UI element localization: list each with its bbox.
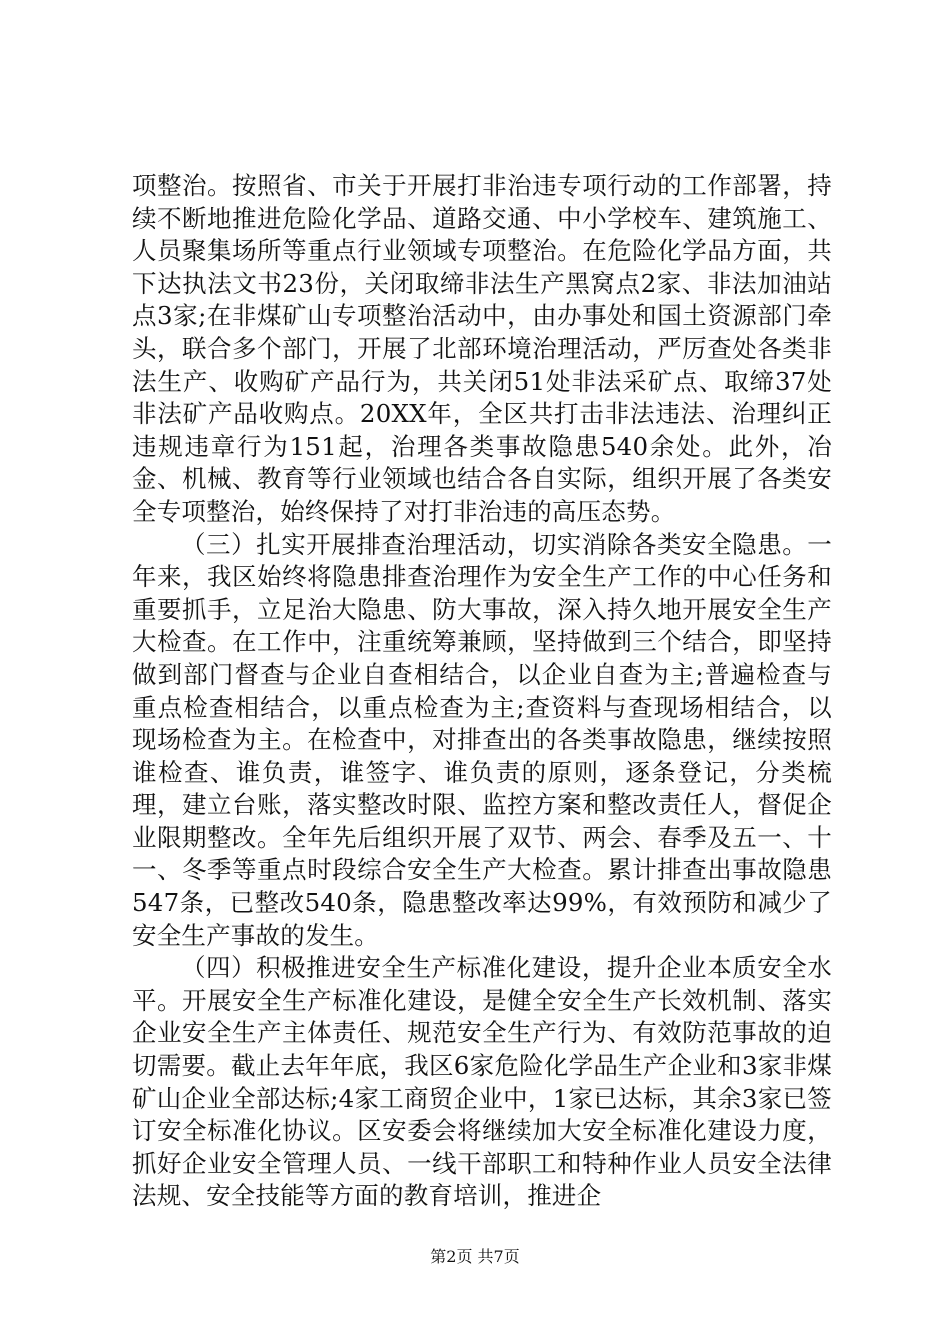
paragraph-1: 项整治。按照省、市关于开展打非治违专项行动的工作部署，持续不断地推进危险化学品、道路交通、中小学校车、建筑施工、人员聚集场所等重点行业领域专项整治。在危险化学品方面，共下达执法文书23份，关闭取缔非法生产黑窝点2家、非法加油站点3家;在非煤矿山专项整治活动中，由办事处和国土资源部门牵头，联合多个部门，开展了北部环境治理活动，严厉查处各类非法生产、收购矿产品行为，共关闭51处非法采矿点、取缔37处非法矿产品收购点。20XX年，全区共打击非法违法、治理纠正违规违章行为151起，治理各类事故隐患540余处。此外，冶金、机械、教育等行业领域也结合各自实际，组织开展了各类安全专项整治，始终保持了对打非治违的高压态势。: [132, 171, 832, 526]
document-body: [132, 170, 832, 1213]
paragraph-3: （四）积极推进安全生产标准化建设，提升企业本质安全水平。开展安全生产标准化建设，是健全安全生产长效机制、落实企业安全生产主体责任、规范安全生产行为、有效防范事故的迫切需要。截止去年年底，我区6家危险化学品生产企业和3家非煤矿山企业全部达标;4家工商贸企业中，1家已达标，其余3家已签订安全标准化协议。区安委会将继续加大安全标准化建设力度，抓好企业安全管理人员、一线干部职工和特种作业人员安全法律法规、安全技能等方面的教育培训，推进企: [132, 953, 832, 1211]
page-footer: 第2页 共7页: [430, 1247, 520, 1266]
paragraph-2: （三）扎实开展排查治理活动，切实消除各类安全隐患。一年来，我区始终将隐患排查治理作为安全生产工作的中心任务和重要抓手，立足治大隐患、防大事故，深入持久地开展安全生产大检查。在工作中，注重统筹兼顾，坚持做到三个结合，即坚持做到部门督查与企业自查相结合，以企业自查为主;普遍检查与重点检查相结合，以重点检查为主;查资料与查现场相结合，以现场检查为主。在检查中，对排查出的各类事故隐患，继续按照谁检查、谁负责，谁签字、谁负责的原则，逐条登记，分类梳理，建立台账，落实整改时限、监控方案和整改责任人，督促企业限期整改。全年先后组织开展了双节、两会、春季及五一、十一、冬季等重点时段综合安全生产大检查。累计排查出事故隐患547条，已整改540条，隐患整改率达99%，有效预防和减少了安全生产事故的发生。: [132, 529, 832, 950]
